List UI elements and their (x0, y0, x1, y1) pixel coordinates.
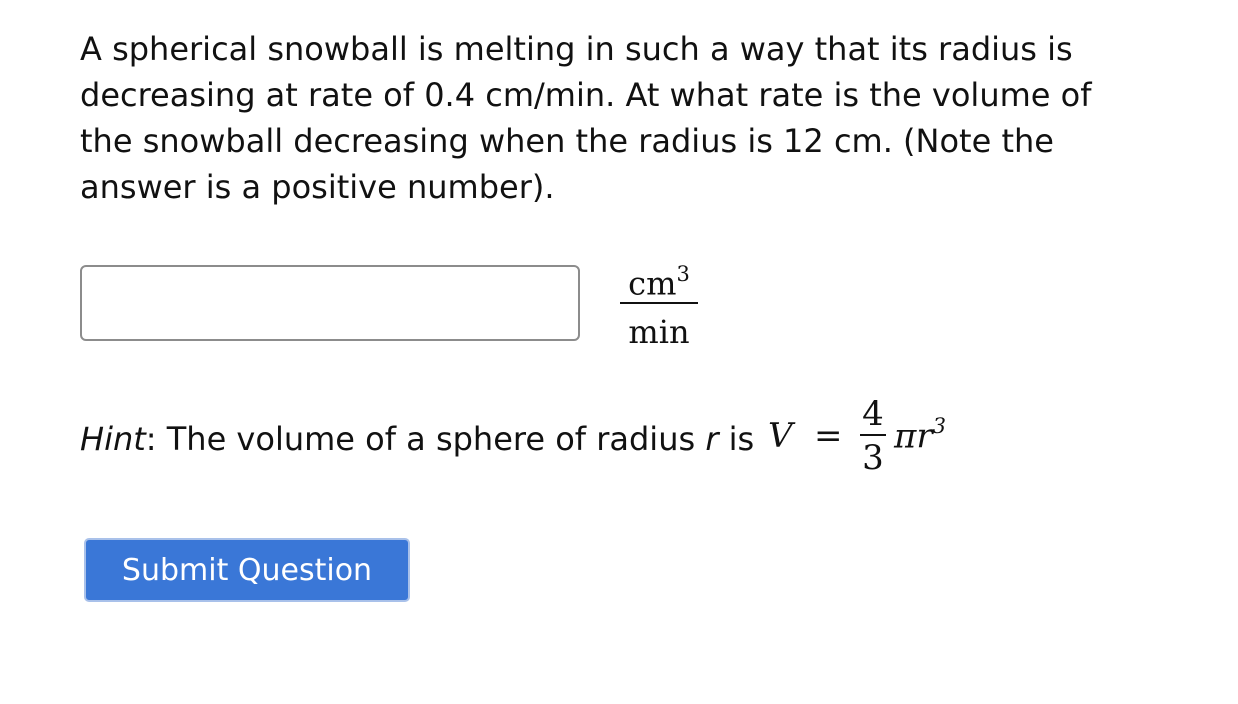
formula-fraction (860, 396, 886, 476)
hint-label: Hint (80, 420, 146, 458)
answer-input[interactable] (80, 265, 580, 341)
hint-text-after-variable: is (718, 420, 755, 458)
formula-lhs: V (768, 416, 793, 456)
submit-question-button[interactable]: Submit Question (84, 538, 410, 602)
formula-rhs-base: πr (894, 416, 933, 457)
formula-equals: = (814, 416, 843, 456)
units-numerator-exponent: 3 (676, 262, 690, 286)
formula-fraction-numerator: 4 (862, 394, 884, 434)
units-fraction (618, 252, 700, 354)
units-numerator (618, 252, 700, 303)
hint-colon: : (145, 420, 157, 458)
formula-fraction-denominator: 3 (862, 438, 884, 478)
units-denominator: min (628, 313, 690, 351)
formula-fraction-bar (860, 434, 886, 436)
units-numerator-base: cm (628, 264, 677, 303)
hint-text (80, 416, 754, 462)
formula-rhs-exponent: 3 (932, 414, 946, 438)
question-text: A spherical snowball is melting in such a way that its radius is decreasing at rate of 0.4 cm/min. At what rate is the volume of the snowball decreasing when the radius is 12 cm. (Note the answer is a positive number). (80, 30, 1092, 206)
hint-text-before-variable: The volume of a sphere of radius (156, 420, 706, 458)
formula-rhs (894, 416, 946, 456)
hint-variable: r (705, 420, 719, 458)
